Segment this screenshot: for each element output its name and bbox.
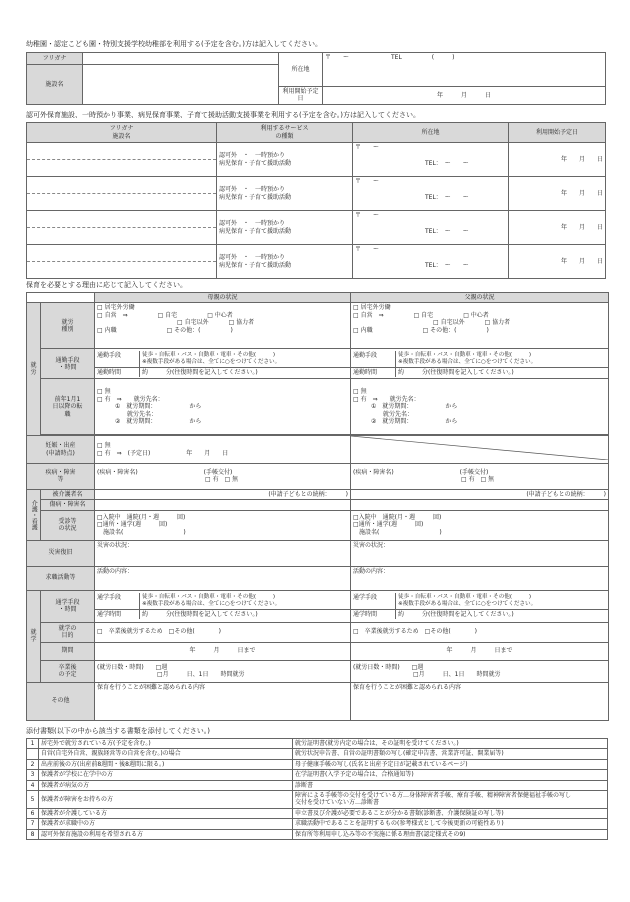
mother-other[interactable]: 保育を行うことが困難と認められる内容 (95, 682, 351, 720)
facility-cell[interactable] (27, 211, 217, 245)
care-ward-label: 受診等 の状況 (41, 510, 95, 540)
row-number (27, 749, 39, 759)
mother-illness[interactable]: (疾病・障害名) (手帳交付) □ 有 □ 無 (95, 463, 351, 489)
row-number: 1 (27, 739, 39, 749)
job-change-label: 前年1月1 日以降の転 職 (41, 379, 95, 435)
mother-work-type[interactable]: □ 居宅外労働 □ 自営 ⇒ □ 自宅 □ 中心者 □ 自宅以外 □ 協力者 □ 内職 □ その他：( ) (95, 303, 351, 349)
start-cell[interactable]: 年 月 日 (509, 143, 606, 177)
condition-cell: 自営(自宅外自営、親族経営等の自営を含む。)の場合 (39, 749, 293, 759)
mother-header: 母親の状況 (95, 293, 351, 303)
period-label: 期間 (41, 642, 95, 660)
document-cell: 求職活動中であることを証明するもの(参考様式として今後更新の可能性あり) (293, 819, 608, 829)
mother-after-grad[interactable]: (就労日数・時間) □週 □月 日、1日 時間就労 (95, 660, 351, 682)
condition-cell: 保護者が病気の方 (39, 780, 293, 790)
section2-title: 認可外保育施設、一時預かり事業、病児保育事業、子育て援助活動支援事業を利用する(予定を含む。)方は記入してください。 (26, 111, 420, 119)
address-field[interactable]: 〒 ー TEL ( ) (323, 53, 606, 87)
table-row (27, 791, 608, 809)
father-purpose[interactable]: □ 卒業後就労するため □その他( ) (351, 622, 609, 642)
table-row (27, 749, 608, 759)
table-row (27, 759, 608, 769)
col-start: 利用開始予定日 (509, 123, 606, 143)
document-cell: 就労状況申告書、自営の証明書類の写し(確定申告書、営業許可証、開業届等) (293, 749, 608, 759)
row-number: 8 (27, 829, 39, 839)
table-row (27, 143, 606, 177)
care-name-label: 被介護者名 (41, 489, 95, 499)
row-number: 6 (27, 808, 39, 818)
document-cell: 障害による手帳等の交付を受けている方…身体障害者手帳、療育手帳、精神障害者保健福祉手帳の写し 交付を受けていない方…診断書 (293, 791, 608, 809)
mother-pregnancy[interactable]: □ 無 □ 有 ⇒ (予定日) 年 月 日 (95, 436, 351, 463)
other-label: その他 (27, 682, 95, 720)
mother-period[interactable]: 年 月 日まで (95, 642, 351, 660)
purpose-label: 就学の 目的 (41, 622, 95, 642)
facility-field[interactable] (83, 65, 279, 105)
table-row (27, 739, 608, 749)
mother-job-search[interactable]: 活動の内容： (95, 566, 351, 590)
document-cell: 申立書及び介護が必要であることが分かる書類(診断書、介護保険証の写し等) (293, 808, 608, 818)
service-cell[interactable]: 認可外 ・ 一時預かり 病児保育・子育て援助活動 (217, 245, 353, 279)
condition-cell: 保護者が求職中の方 (39, 819, 293, 829)
commute-label: 通勤手段 ・時間 (41, 349, 95, 379)
document-cell: 診断書 (293, 780, 608, 790)
address-cell[interactable]: 〒 ー TEL： ー ー (353, 177, 509, 211)
table-row (27, 819, 608, 829)
mother-purpose[interactable]: □ 卒業後就労するため □その他( ) (95, 622, 351, 642)
row-number: 5 (27, 791, 39, 809)
care-illness-label: 傷病・障害名 (41, 500, 95, 510)
section4-title: 添付書類(以下の中から該当する書類を添付してください。) (26, 727, 210, 735)
section1-title: 幼稚園・認定こども園・特別支援学校幼稚部を利用する(予定を含む。)方は記入してください。 (26, 40, 322, 48)
father-pregnancy-na (351, 436, 609, 463)
father-care-illness[interactable] (351, 500, 609, 510)
father-header: 父親の状況 (351, 293, 609, 303)
condition-cell: 出産前後の方(出産前8週間・後8週間に限る。) (39, 759, 293, 769)
table-row (27, 770, 608, 780)
school-commute-label: 通学手段 ・時間 (41, 590, 95, 622)
condition-cell: 保護者が障害をお持ちの方 (39, 791, 293, 809)
document-cell: 就労証明書(就労内定の場合は、その証明を受けてください。) (293, 739, 608, 749)
address-cell[interactable]: 〒 ー TEL： ー ー (353, 211, 509, 245)
row-number: 7 (27, 819, 39, 829)
row-number: 3 (27, 770, 39, 780)
col-address: 所在地 (353, 123, 509, 143)
col-service: 利用するサービス の種類 (217, 123, 353, 143)
table-row (27, 177, 606, 211)
father-school-commute[interactable]: 通学手段 徒歩・自転車・バス・自動車・電車・その他( ) ※複数手段がある場合は、全てに○をつけてください。 通学時間 約 分(往復時間を記入してください。) (351, 590, 609, 622)
table-row (27, 829, 608, 839)
mother-commute[interactable]: 通勤手段 徒歩・自転車・バス・自動車・電車・その他( ) ※複数手段がある場合は、全てに○をつけてください。 通勤時間 約 分(往復時間を記入してください。) (95, 349, 351, 379)
table-row (27, 211, 606, 245)
mother-care-name[interactable]: (申請子どもとの続柄： ) (95, 489, 351, 499)
condition-cell: 認可外保育施設の利用を希望される方 (39, 829, 293, 839)
father-other[interactable]: 保育を行うことが困難と認められる内容 (351, 682, 609, 720)
table-row (27, 780, 608, 790)
service-cell[interactable]: 認可外 ・ 一時預かり 病児保育・子育て援助活動 (217, 177, 353, 211)
condition-cell: 保護者が介護している方 (39, 808, 293, 818)
father-period[interactable]: 年 月 日まで (351, 642, 609, 660)
start-field[interactable]: 年 月 日 (323, 87, 606, 105)
mother-school-commute[interactable]: 通学手段 徒歩・自転車・バス・自動車・電車・その他( ) ※複数手段がある場合は、全てに○をつけてください。 通学時間 約 分(往復時間を記入してください。) (95, 590, 351, 622)
father-care-ward[interactable]: □入院中 通院(月・週 回) □通所・通学(週 回) 施設名( ) (351, 510, 609, 540)
gaku-label: 就学 (27, 590, 41, 682)
furigana-label: フリガナ (27, 53, 83, 65)
mother-disaster[interactable]: 災害の状況： (95, 540, 351, 566)
document-cell: 保育所等利用申し込み等の不実施に係る理由書(認定様式その9) (293, 829, 608, 839)
mother-job-change[interactable]: □ 無 □ 有 ⇒ 就労先名： ① 就労期間： から 就労先名： ② 就労期間： から (95, 379, 351, 435)
father-job-search[interactable]: 活動の内容： (351, 566, 609, 590)
row-number: 4 (27, 780, 39, 790)
mother-care-ward[interactable]: □入院中 通院(月・週 回) □通所・通学(週 回) 施設名( ) (95, 510, 351, 540)
service-cell[interactable]: 認可外 ・ 一時預かり 病児保育・子育て援助活動 (217, 211, 353, 245)
reason-table (26, 292, 609, 721)
father-work-type[interactable]: □ 居宅外労働 □ 自営 ⇒ □ 自宅 □ 中心者 □ 自宅以外 □ 協力者 □ 内職 □ その他：( ) (351, 303, 609, 349)
kindergarten-table (26, 52, 606, 105)
facility-cell[interactable] (27, 245, 217, 279)
childcare-service-table (26, 122, 606, 279)
father-illness[interactable]: (疾病・障害名) (手帳交付) □ 有 □ 無 (351, 463, 609, 489)
start-cell[interactable]: 年 月 日 (509, 177, 606, 211)
document-cell: 在学証明書(入学予定の場合は、合格通知等) (293, 770, 608, 780)
job-search-label: 求職活動等 (27, 566, 95, 590)
father-care-name[interactable]: (申請子どもとの続柄： ) (351, 489, 609, 499)
service-cell[interactable]: 認可外 ・ 一時預かり 病児保育・子育て援助活動 (217, 143, 353, 177)
father-commute[interactable]: 通勤手段 徒歩・自転車・バス・自動車・電車・その他( ) ※複数手段がある場合は、全てに○をつけてください。 通勤時間 約 分(往復時間を記入してください。) (351, 349, 609, 379)
address-cell[interactable]: 〒 ー TEL： ー ー (353, 143, 509, 177)
facility-cell[interactable] (27, 177, 217, 211)
attachments-table (26, 738, 608, 840)
work-type-label: 就労 種別 (41, 303, 95, 349)
document-cell: 母子健康手帳の写し(氏名と出産予定日が記載されているページ) (293, 759, 608, 769)
kaigo-label: 介護・看護 (27, 489, 41, 540)
father-disaster[interactable]: 災害の状況： (351, 540, 609, 566)
address-label: 所在地 (279, 53, 323, 87)
table-row (27, 245, 606, 279)
section3-title: 保育を必要とする理由に応じて記入してください。 (26, 281, 187, 289)
address-cell[interactable]: 〒 ー TEL： ー ー (353, 245, 509, 279)
start-label: 利用開始予定日 (279, 87, 323, 105)
start-cell[interactable]: 年 月 日 (509, 245, 606, 279)
condition-cell: 保護者が学校に在学中の方 (39, 770, 293, 780)
row-number: 2 (27, 759, 39, 769)
condition-cell: 居宅外で就労されている方(予定を含む。) (39, 739, 293, 749)
after-grad-label: 卒業後 の予定 (41, 660, 95, 682)
start-cell[interactable]: 年 月 日 (509, 211, 606, 245)
facility-cell[interactable] (27, 143, 217, 177)
table-row (27, 808, 608, 818)
father-after-grad[interactable]: (就労日数・時間) □週 □月 日、1日 時間就労 (351, 660, 609, 682)
mother-care-illness[interactable] (95, 500, 351, 510)
shuro-label: 就労 (27, 303, 41, 436)
father-job-change[interactable]: □ 無 □ 有 ⇒ 就労先名： ① 就労期間： から 就労先名： ② 就労期間： から (351, 379, 609, 435)
illness-label: 疾病・障害 等 (27, 463, 95, 489)
facility-label: 施設名 (27, 65, 83, 105)
disaster-label: 災害復旧 (27, 540, 95, 566)
pregnancy-label: 妊娠・出産 (申請時点) (27, 436, 95, 463)
col-facility: フリガナ 施設名 (27, 123, 217, 143)
furigana-field[interactable] (83, 53, 279, 65)
